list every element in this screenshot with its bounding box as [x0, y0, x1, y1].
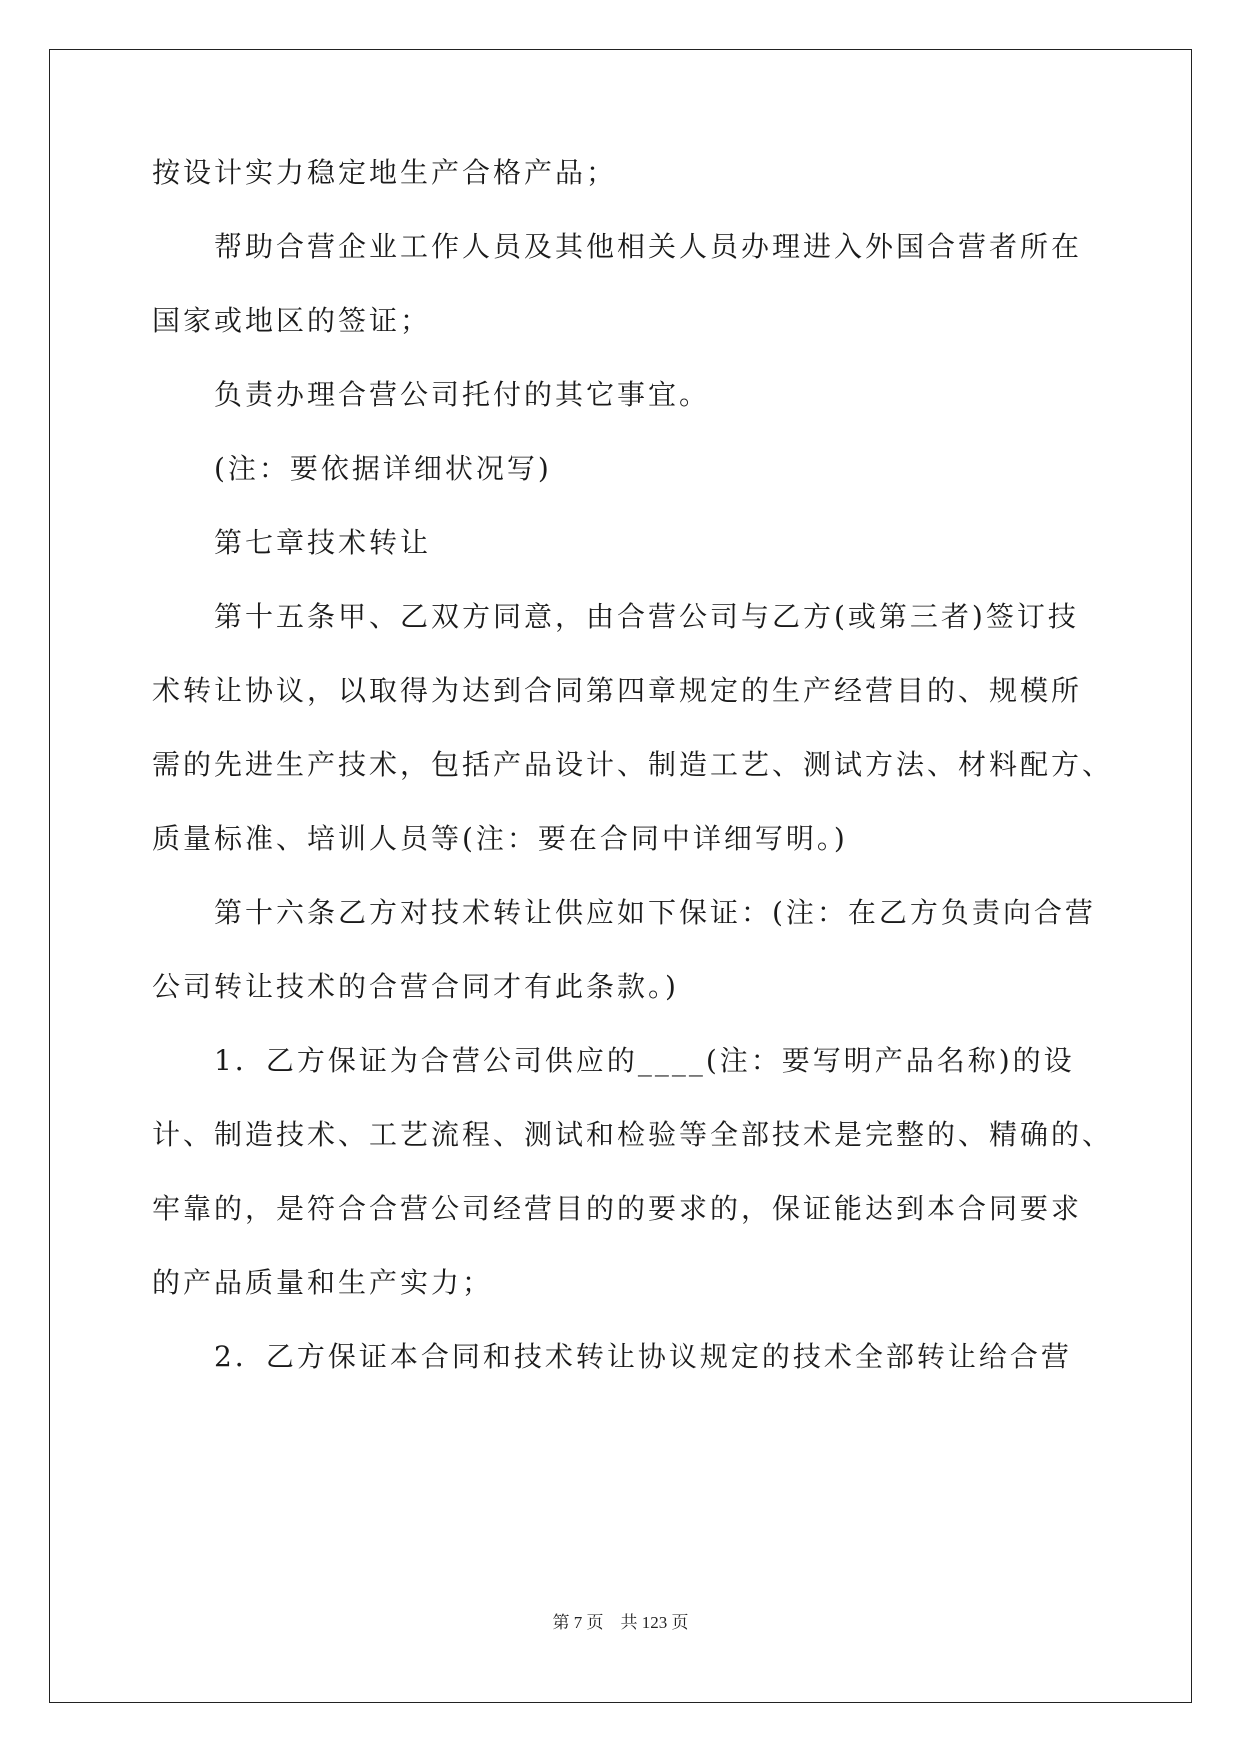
chapter-heading: 第七章技术转让 — [214, 526, 432, 559]
text-line-9: 需的先进生产技术，包括产品设计、制造工艺、测试方法、材料配方、 — [152, 748, 1114, 781]
text-line-5: (注：要依据详细状况写) — [214, 452, 552, 485]
text-line-16: 的产品质量和生产实力； — [152, 1266, 494, 1299]
text-line-17: 2．乙方保证本合同和技术转让协议规定的技术全部转让给合营 — [214, 1340, 1072, 1373]
text-line-13: 1．乙方保证为合营公司供应的____(注：要写明产品名称)的设 — [214, 1044, 1075, 1077]
text-line-11: 第十六条乙方对技术转让供应如下保证：(注：在乙方负责向合营 — [214, 896, 1096, 929]
text-line-12: 公司转让技术的合营合同才有此条款。) — [152, 970, 679, 1003]
page-border — [49, 49, 1192, 1703]
text-line-15: 牢靠的，是符合合营公司经营目的的要求的，保证能达到本合同要求 — [152, 1192, 1083, 1225]
text-line-10: 质量标准、培训人员等(注：要在合同中详细写明。) — [152, 822, 848, 855]
page-number-footer: 第 7 页 共 123 页 — [552, 1613, 689, 1632]
text-line-2: 帮助合营企业工作人员及其他相关人员办理进入外国合营者所在 — [214, 230, 1083, 263]
text-line-7: 第十五条甲、乙双方同意，由合营公司与乙方(或第三者)签订技 — [214, 600, 1079, 633]
text-line-3: 国家或地区的签证； — [152, 304, 432, 337]
text-line-4: 负责办理合营公司托付的其它事宜。 — [214, 378, 711, 411]
text-line-1: 按设计实力稳定地生产合格产品； — [152, 156, 618, 189]
text-line-14: 计、制造技术、工艺流程、测试和检验等全部技术是完整的、精确的、 — [152, 1118, 1114, 1151]
text-line-8: 术转让协议，以取得为达到合同第四章规定的生产经营目的、规模所 — [152, 674, 1083, 707]
